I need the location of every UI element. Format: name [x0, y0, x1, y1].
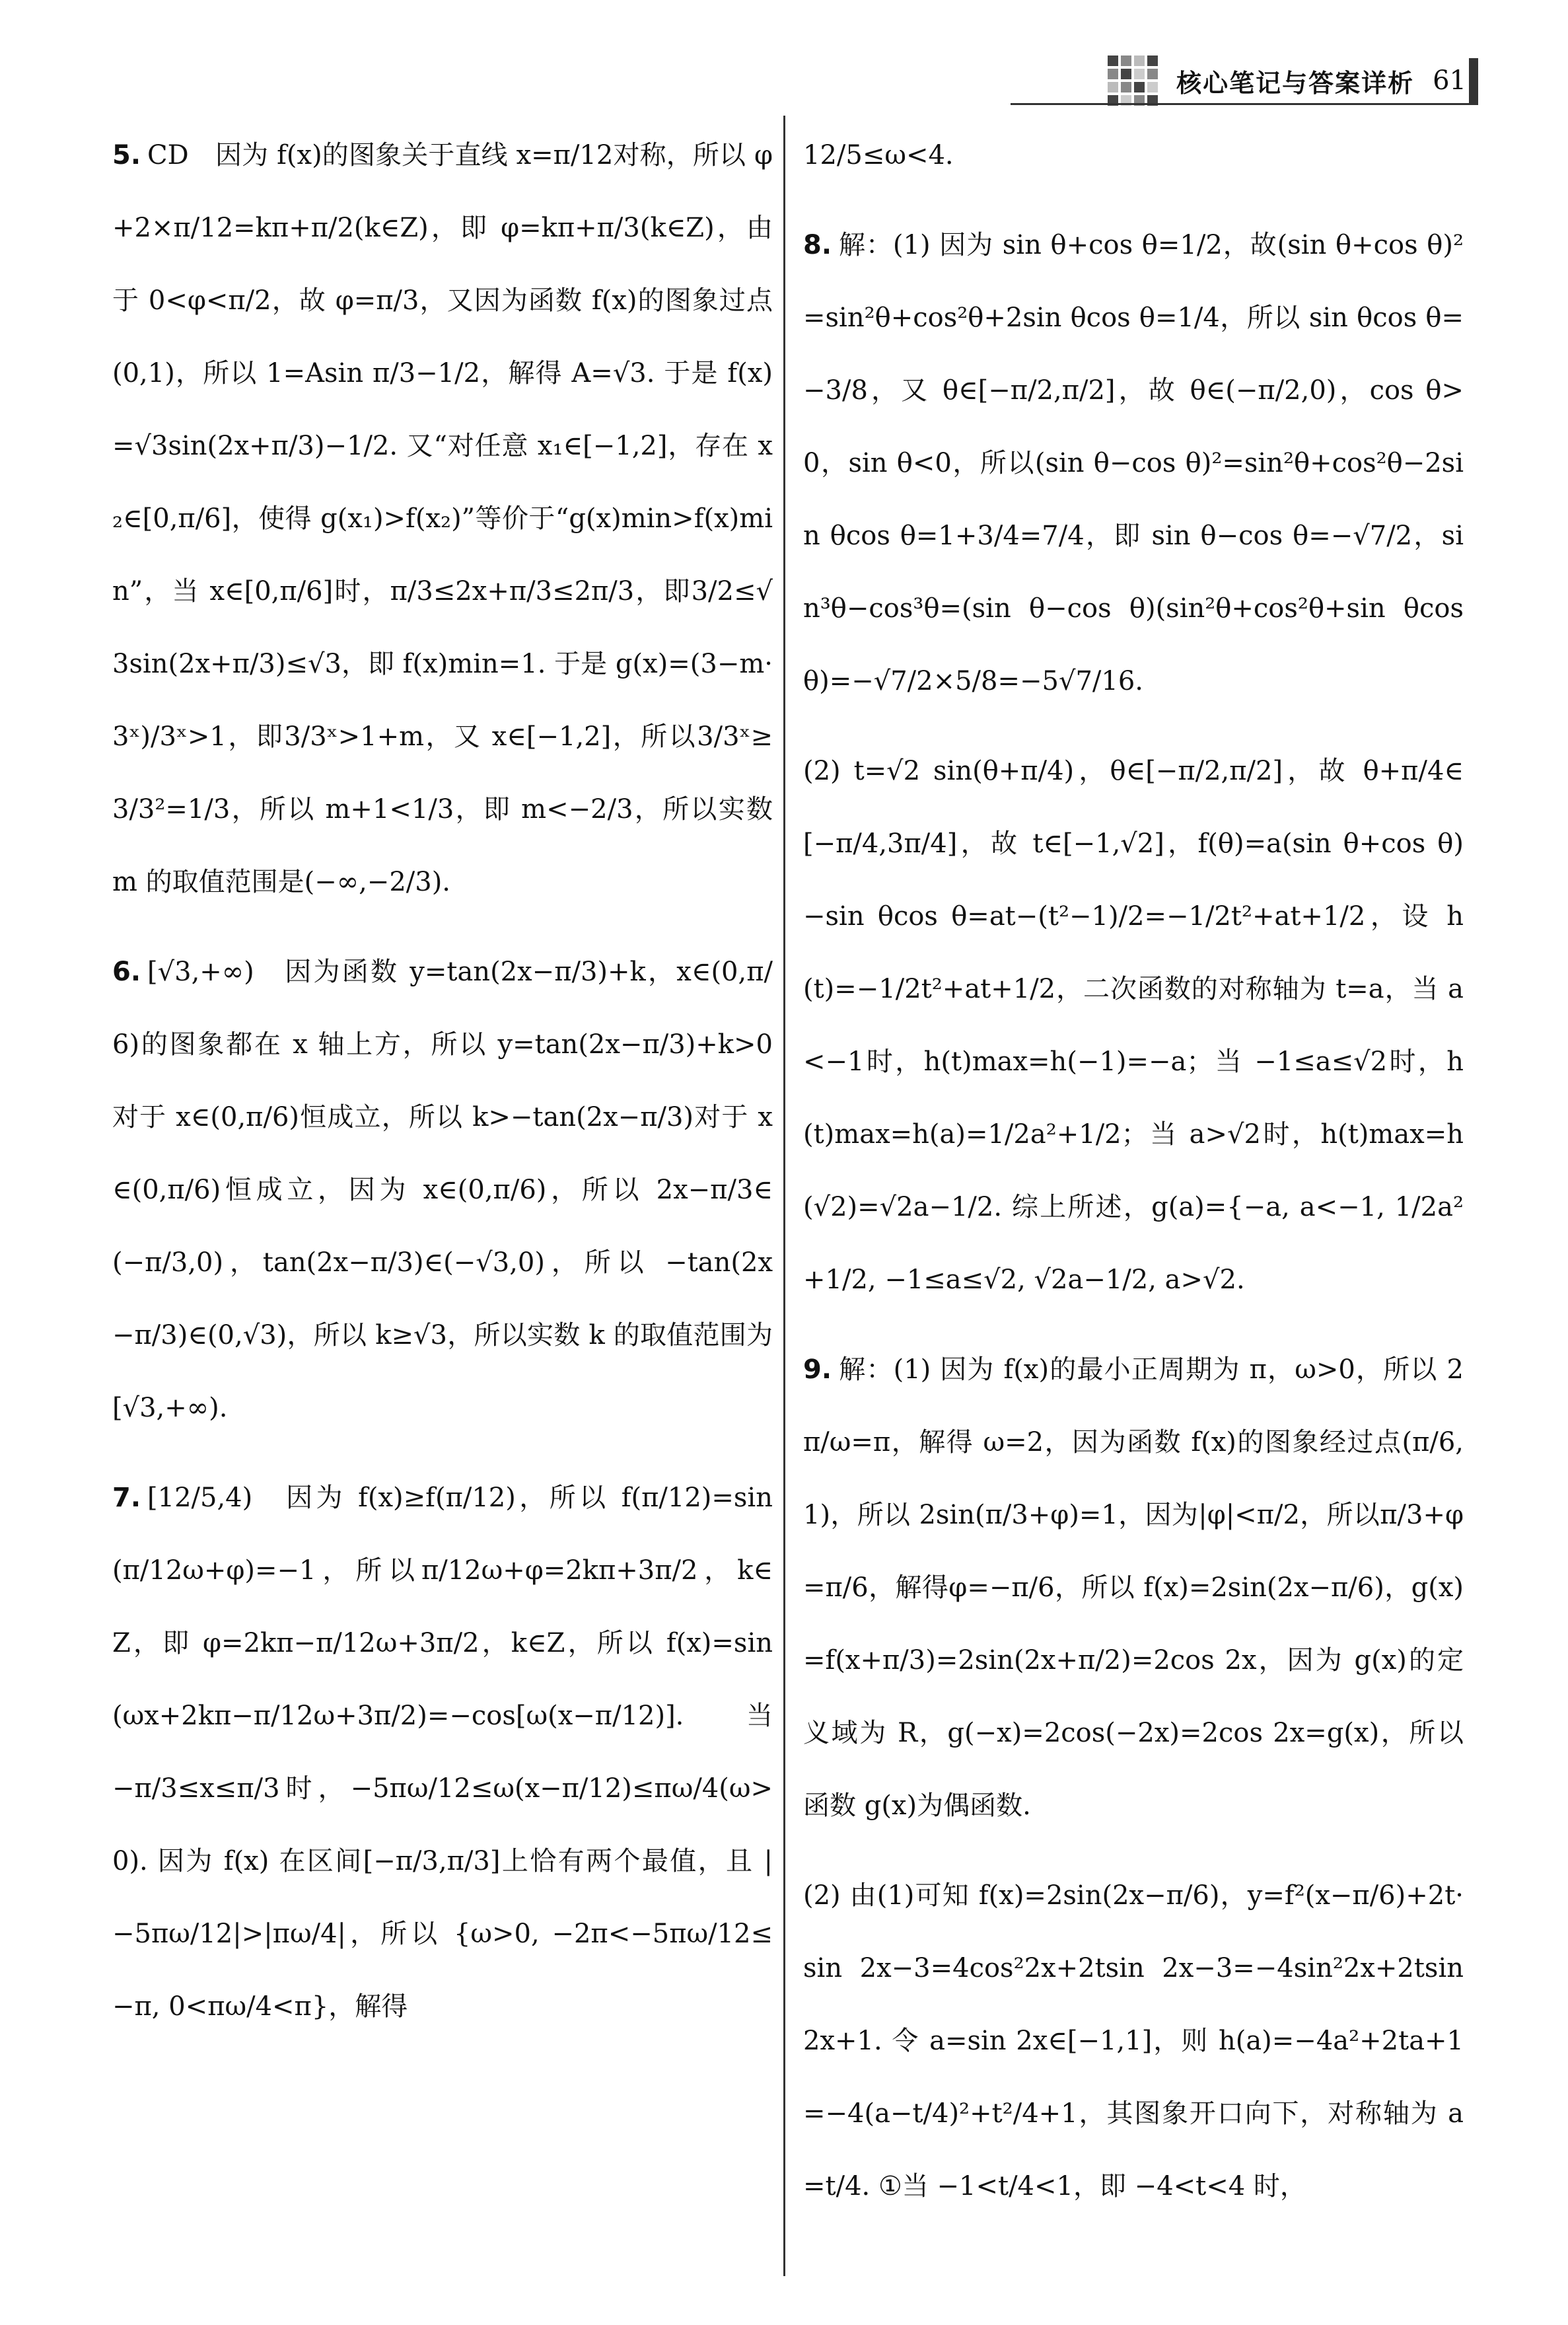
problem-number: 9. — [803, 1354, 832, 1385]
right-column — [803, 119, 1464, 2273]
header-title: 核心笔记与答案详析 — [1176, 68, 1415, 98]
solution-text: 解：(1) 因为 f(x)的最小正周期为 π，ω>0，所以 2π/ω=π，解得 ω=2，因为函数 f(x)的图象经过点(π/6,1)，所以 2sin(π/3+φ)=1，因为|φ|<π/2，所以π/3+φ=π/6，解得φ=−π/6，所以 f(x)=2sin(2x−π/6)，g(x)=f(x+π/3)=2sin(2x+π/2)=2cos 2x，因为 g(x)的定义域为 R，g(−x)=2cos(−2x)=2cos 2x=g(x)，所以函数 g(x)为偶函数. — [803, 1354, 1464, 1821]
solution-paragraph — [803, 209, 1464, 718]
page-header — [1004, 57, 1466, 104]
solution-paragraph — [803, 735, 1464, 1316]
column-divider — [783, 116, 785, 2276]
logo-cell — [1147, 82, 1158, 92]
solution-paragraph — [112, 119, 773, 918]
logo-cell — [1108, 69, 1118, 79]
solution-text: 解：(1) 因为 sin θ+cos θ=1/2，故(sin θ+cos θ)²=sin²θ+cos²θ+2sin θcos θ=1/4，所以 sin θcos θ=−3/8，又 θ∈[−π/2,π/2]，故 θ∈(−π/2,0)，cos θ>0，sin θ<0，所以(sin θ−cos θ)²=sin²θ+cos²θ−2sin θcos θ=1+3/4=7/4，即 sin θ−cos θ=−√7/2，sin³θ−cos³θ=(sin θ−cos θ)(sin²θ+cos²θ+sin θcos θ)=−√7/2×5/8=−5√7/16. — [803, 230, 1464, 696]
logo-cell — [1134, 82, 1145, 92]
logo-cell — [1108, 82, 1118, 92]
solution-paragraph — [803, 1859, 1464, 2223]
logo-cell — [1121, 55, 1131, 66]
logo-cell — [1121, 82, 1131, 92]
solution-text: (2) t=√2 sin(θ+π/4)，θ∈[−π/2,π/2]，故 θ+π/4∈[−π/4,3π/4]，故 t∈[−1,√2]，f(θ)=a(sin θ+cos θ)−sin θcos θ=at−(t²−1)/2=−1/2t²+at+1/2，设 h(t)=−1/2t²+at+1/2，二次函数的对称轴为 t=a，当 a<−1时，h(t)max=h(−1)=−a；当 −1≤a≤√2时，h(t)max=h(a)=1/2a²+1/2；当 a>√2时，h(t)max=h(√2)=√2a−1/2. 综上所述，g(a)={−a, a<−1, 1/2a²+1/2, −1≤a≤√2, √2a−1/2, a>√2. — [803, 756, 1464, 1295]
logo-cell — [1108, 55, 1118, 66]
header-bar — [1469, 58, 1478, 104]
logo-cell — [1147, 69, 1158, 79]
left-column — [112, 119, 773, 2273]
solution-paragraph — [112, 1461, 773, 2043]
solution-paragraph — [112, 936, 773, 1444]
solution-text: [12/5,4) 因为 f(x)≥f(π/12)，所以 f(π/12)=sin(π/12ω+φ)=−1，所以π/12ω+φ=2kπ+3π/2，k∈Z，即 φ=2kπ−π/12ω+3π/2，k∈Z，所以 f(x)=sin(ωx+2kπ−π/12ω+3π/2)=−cos[ω(x−π/12)]. 当 −π/3≤x≤π/3时，−5πω/12≤ω(x−π/12)≤πω/4(ω>0). 因为 f(x) 在区间[−π/3,π/3]上恰有两个最值，且 |−5πω/12|>|πω/4|，所以 {ω>0, −2π<−5πω/12≤−π, 0<πω/4<π}，解得 — [112, 1483, 773, 2022]
solution-paragraph — [803, 119, 1464, 192]
logo-cell — [1147, 55, 1158, 66]
header-logo-icon — [1108, 55, 1158, 106]
problem-number: 5. — [112, 140, 141, 170]
solution-paragraph — [803, 1333, 1464, 1842]
solution-text: CD 因为 f(x)的图象关于直线 x=π/12对称，所以 φ+2×π/12=kπ+π/2(k∈Z)，即 φ=kπ+π/3(k∈Z)，由于 0<φ<π/2，故 φ=π/3，又因为函数 f(x)的图象过点(0,1)，所以 1=Asin π/3−1/2，解得 A=√3. 于是 f(x)=√3sin(2x+π/3)−1/2. 又“对任意 x₁∈[−1,2]，存在 x₂∈[0,π/6]，使得 g(x₁)>f(x₂)”等价于“g(x)min>f(x)min”，当 x∈[0,π/6]时，π/3≤2x+π/3≤2π/3，即3/2≤√3sin(2x+π/3)≤√3，即 f(x)min=1. 于是 g(x)=(3−m·3ˣ)/3ˣ>1，即3/3ˣ>1+m，又 x∈[−1,2]，所以3/3ˣ≥3/3²=1/3，所以 m+1<1/3，即 m<−2/3，所以实数 m 的取值范围是(−∞,−2/3). — [112, 140, 773, 897]
problem-number: 8. — [803, 230, 832, 260]
header-rule — [1011, 103, 1478, 105]
problem-number: 6. — [112, 957, 141, 987]
logo-cell — [1134, 55, 1145, 66]
solution-text: 12/5≤ω<4. — [803, 140, 954, 170]
solution-text: (2) 由(1)可知 f(x)=2sin(2x−π/6)，y=f²(x−π/6)+2t·sin 2x−3=4cos²2x+2tsin 2x−3=−4sin²2x+2tsin 2x+1. 令 a=sin 2x∈[−1,1]，则 h(a)=−4a²+2ta+1=−4(a−t/4)²+t²/4+1，其图象开口向下，对称轴为 a=t/4. ①当 −1<t/4<1，即 −4<t<4 时， — [803, 1880, 1464, 2201]
logo-cell — [1134, 69, 1145, 79]
page-number: 61 — [1433, 65, 1466, 96]
solution-text: [√3,+∞) 因为函数 y=tan(2x−π/3)+k，x∈(0,π/6)的图象都在 x 轴上方，所以 y=tan(2x−π/3)+k>0 对于 x∈(0,π/6)恒成立，所以 k>−tan(2x−π/3)对于 x∈(0,π/6)恒成立，因为 x∈(0,π/6)，所以 2x−π/3∈(−π/3,0)，tan(2x−π/3)∈(−√3,0)，所以 −tan(2x−π/3)∈(0,√3)，所以 k≥√3，所以实数 k 的取值范围为[√3,+∞). — [112, 957, 773, 1423]
logo-cell — [1121, 69, 1131, 79]
problem-number: 7. — [112, 1483, 141, 1513]
